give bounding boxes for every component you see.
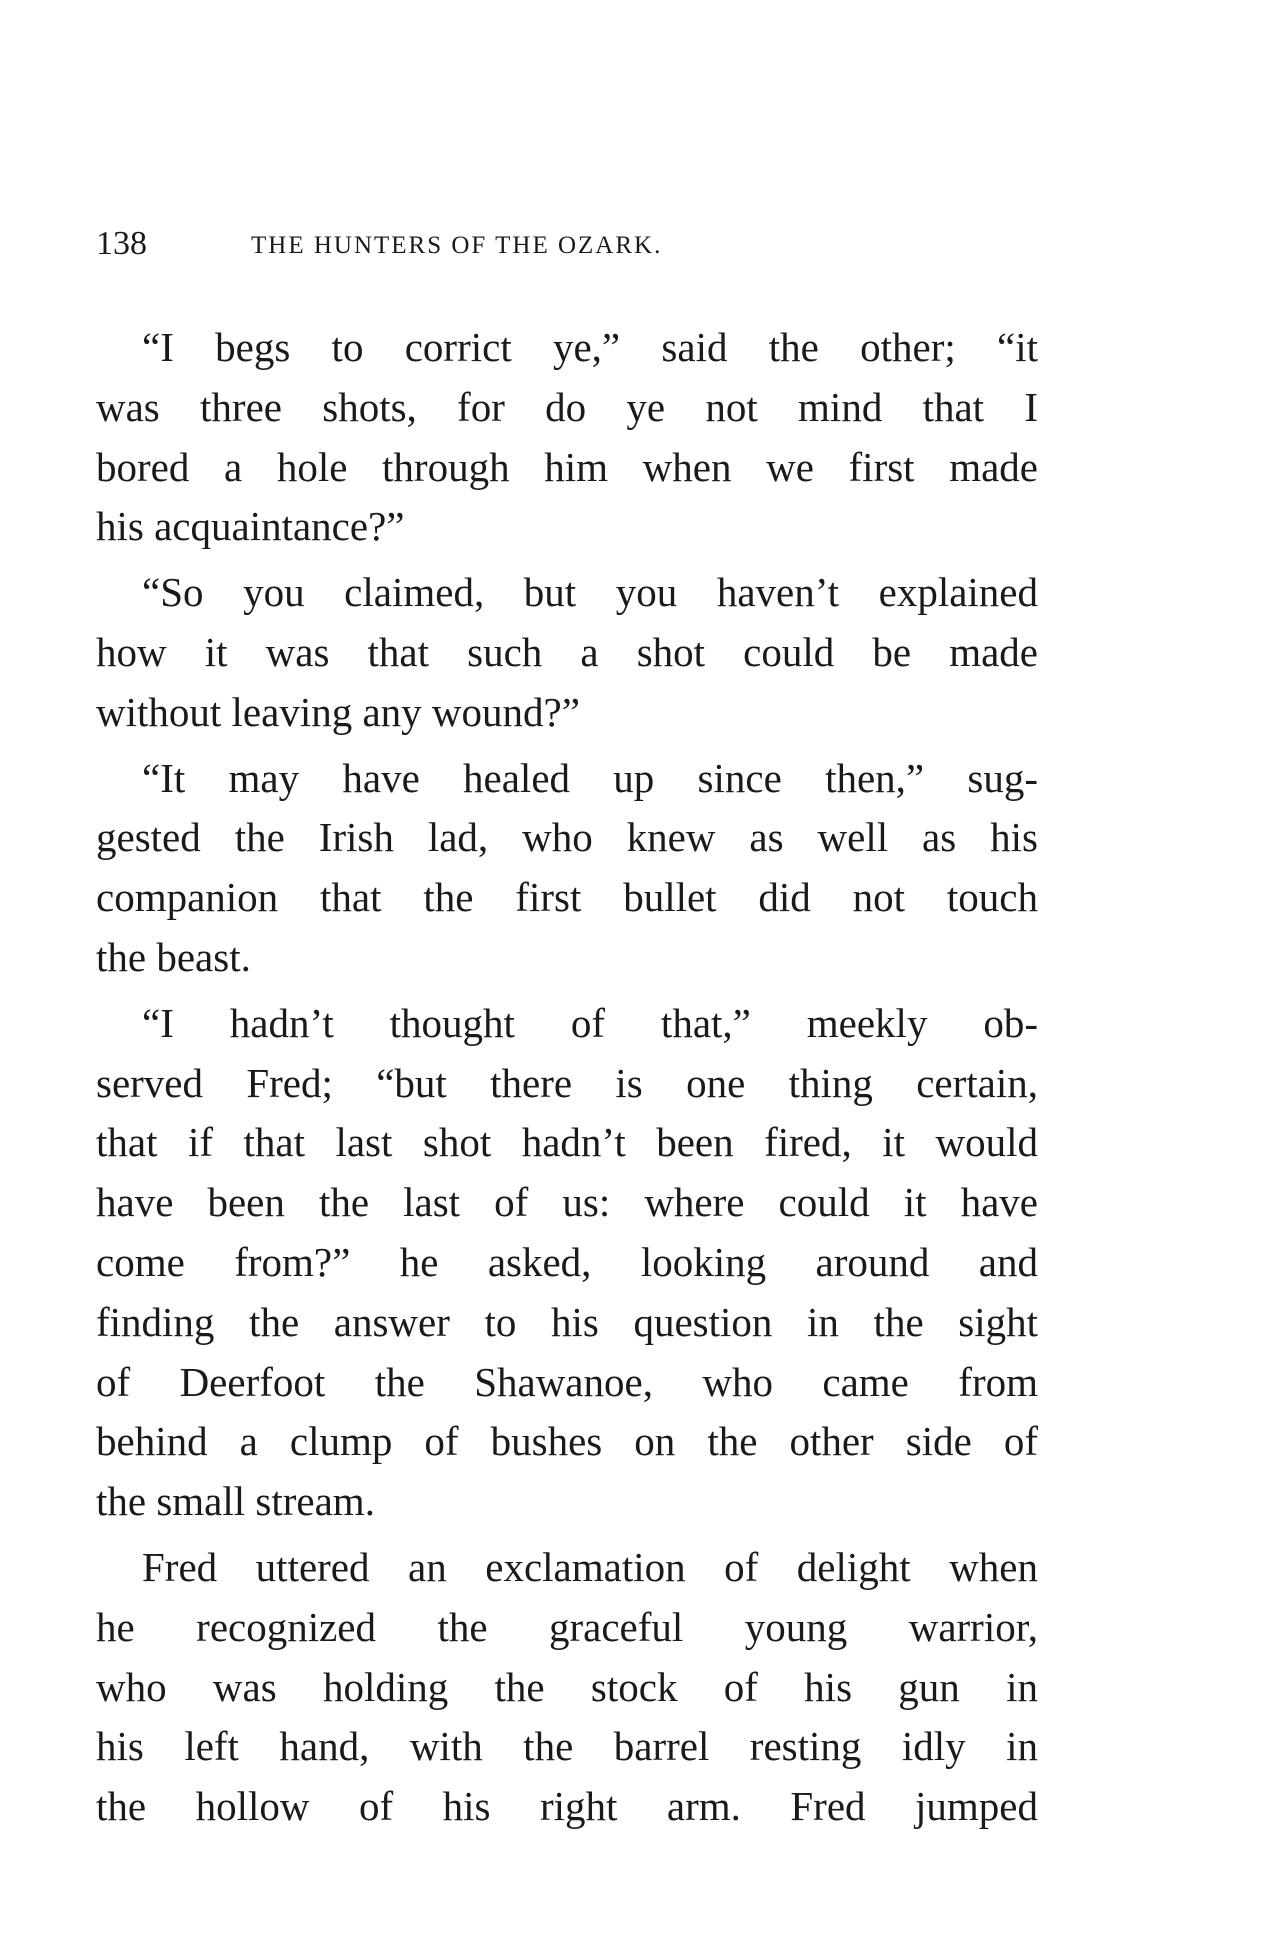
text-line: finding the answer to his question in the sight <box>96 1298 1038 1345</box>
text-line: come from?” he asked, looking around and <box>96 1238 1038 1285</box>
paragraph <box>96 749 1038 988</box>
paragraph <box>96 318 1038 557</box>
text-line: who was holding the stock of his gun in <box>96 1663 1038 1710</box>
text-line: Fred uttered an exclamation of delight when <box>142 1543 1038 1590</box>
paragraph <box>96 563 1038 742</box>
text-line: how it was that such a shot could be made <box>96 628 1038 675</box>
text-line: without leaving any wound?” <box>96 688 580 735</box>
text-line: of Deerfoot the Shawanoe, who came from <box>96 1358 1038 1405</box>
page-header <box>96 224 1056 264</box>
text-line: his acquaintance?” <box>96 503 405 550</box>
text-line: that if that last shot hadn’t been fired, it would <box>96 1119 1038 1166</box>
text-line: have been the last of us: where could it have <box>96 1179 1038 1226</box>
text-line: behind a clump of bushes on the other side of <box>96 1418 1038 1465</box>
text-line: he recognized the graceful young warrior, <box>96 1603 1038 1650</box>
text-line: his left hand, with the barrel resting idly in <box>96 1723 1038 1770</box>
text-line: bored a hole through him when we first made <box>96 443 1038 490</box>
page-number: 138 <box>96 225 147 262</box>
text-line: the small stream. <box>96 1478 375 1525</box>
paragraph <box>96 994 1038 1532</box>
text-line: “I begs to corrict ye,” said the other; “it <box>142 324 1038 370</box>
text-line: “I hadn’t thought of that,” meekly ob- <box>142 999 1038 1046</box>
text-line: “So you claimed, but you haven’t explained <box>142 569 1038 616</box>
text-line: served Fred; “but there is one thing certain, <box>96 1059 1038 1106</box>
text-line: gested the Irish lad, who knew as well as his <box>96 814 1038 861</box>
paragraph <box>96 1538 1038 1837</box>
text-line: was three shots, for do ye not mind that I <box>96 383 1038 430</box>
text-line: the beast. <box>96 933 251 980</box>
body-text <box>96 318 1038 1837</box>
text-line: the hollow of his right arm. Fred jumped <box>96 1783 1038 1830</box>
text-line: companion that the first bullet did not touch <box>96 874 1038 921</box>
running-head: THE HUNTERS OF THE OZARK. <box>251 232 663 259</box>
text-line: “It may have healed up since then,” sug- <box>142 754 1038 801</box>
